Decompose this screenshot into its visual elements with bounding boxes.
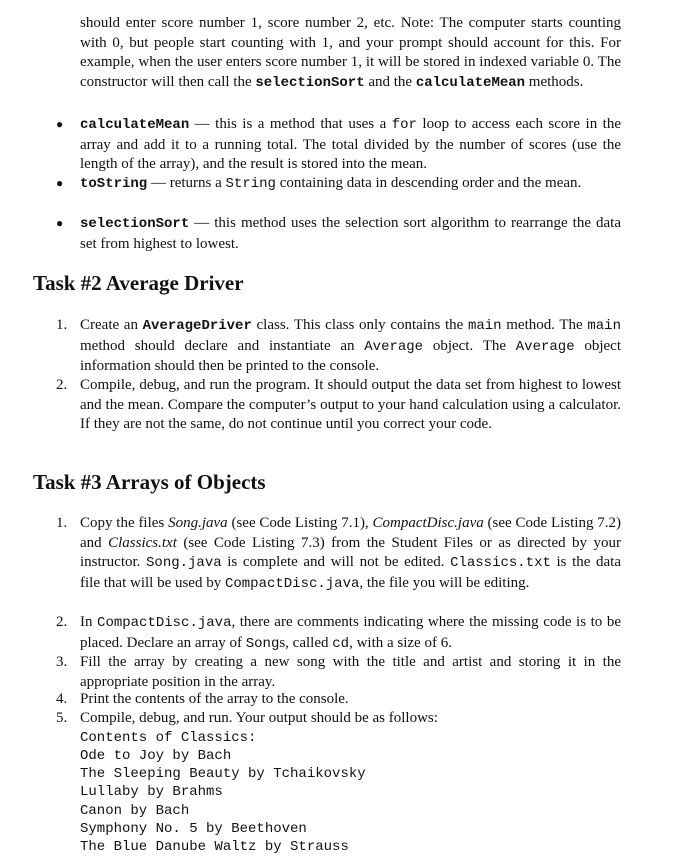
item-text: Create an <box>80 317 143 333</box>
task2-heading: Task #2 Average Driver <box>33 271 244 295</box>
bullet-code-inline: String <box>225 176 276 192</box>
code-main: main <box>587 318 621 334</box>
console-output-line: Canon by Bach <box>80 803 190 819</box>
item-text: , the file you will be editing. <box>359 574 530 591</box>
bullet-dot: ● <box>56 176 64 190</box>
code-compactdisc-java: CompactDisc.java <box>224 575 360 592</box>
item-text: Copy the files <box>80 515 169 531</box>
list-number: 1. <box>56 317 68 333</box>
item-text: method should declare and instantiate an <box>80 337 365 354</box>
code-classics-txt: Classics.txt <box>450 555 551 572</box>
task3-item-3: Fill the array by creating a new song with the title and artist and storing it in the appropriate position in the array. <box>80 654 621 690</box>
console-output-line: The Sleeping Beauty by Tchaikovsky <box>80 766 366 782</box>
bullet-item-tostring <box>80 174 621 195</box>
code-averagedriver: AverageDriver <box>142 318 252 334</box>
list-number: 2. <box>56 614 68 630</box>
console-output-line: Contents of Classics: <box>80 730 257 746</box>
bullet-code: calculateMean <box>80 117 190 133</box>
code-average: Average <box>364 338 424 355</box>
bullet-text: — this method uses the selection sort algorithm to rearrange the data set from highest to lowest. <box>80 215 621 252</box>
item-text: object. The <box>423 337 516 354</box>
bullet-code-inline: for <box>391 117 417 133</box>
bullet-code: toString <box>80 176 148 192</box>
task2-item-2: Compile, debug, and run the program. It should output the data set from highest to lowest and the mean. Compare the computer’s output to your hand calculation using a calculator. If they are not the same, do not continue until you correct your code. <box>80 377 621 433</box>
console-output-line: Symphony No. 5 by Beethoven <box>80 821 307 837</box>
task3-item-5: Compile, debug, and run. Your output should be as follows: <box>80 710 438 726</box>
item-text: (see Code Listing 7.1), <box>227 515 373 531</box>
filename-compactdisc: CompactDisc.java <box>372 515 484 531</box>
bullet-text: containing data in descending order and the mean. <box>275 175 582 191</box>
task3-item-2 <box>80 613 621 654</box>
code-main: main <box>467 318 502 334</box>
item-text: class. This class only contains the <box>251 317 468 333</box>
bullet-text: — this is a method that uses a <box>189 116 392 132</box>
task3-item-1 <box>80 514 621 594</box>
item-text: , there are comments indicating where the missing code is to be placed. Declare an array of <box>80 614 621 651</box>
item-text: is complete and will not be edited. <box>221 554 451 571</box>
item-text: is the data file that will be used by <box>80 554 621 591</box>
console-output-line: The Blue Danube Waltz by Strauss <box>80 839 349 855</box>
list-number: 4. <box>56 691 68 707</box>
list-number: 5. <box>56 710 68 726</box>
item-text: s, called <box>279 634 333 651</box>
code-compactdisc-java: CompactDisc.java <box>97 615 232 631</box>
code-song-java: Song.java <box>146 555 222 572</box>
bullet-code: selectionSort <box>80 216 190 232</box>
task3-heading: Task #3 Arrays of Objects <box>33 470 266 494</box>
item-text: (see Code Listing 7.2) and <box>80 515 622 551</box>
bullet-dot: ● <box>56 216 64 230</box>
bullet-dot: ● <box>56 117 64 131</box>
item-text: method. The <box>501 317 588 333</box>
item-text: , with a size of 6. <box>349 634 452 651</box>
intro-text-mid: and the <box>364 73 416 90</box>
code-cd: cd <box>332 635 350 652</box>
code-calculatemean: calculateMean <box>415 74 526 91</box>
task2-item-1 <box>80 316 621 377</box>
bullet-text: loop to access each score in the array and add it to a running total. The total divided by the number of scores (use the length of the array), and the result is stored into the mean. <box>80 116 621 173</box>
intro-text: should enter score number 1, score number 2, etc. Note: The computer starts counting with 0, but people start counting with 1, and your prompt should account for this. For example, when the user enters score number 1, it will be stored in indexed variable 0. The constructor will then call the <box>80 15 621 90</box>
list-number: 3. <box>56 654 68 670</box>
console-output-line: Ode to Joy by Bach <box>80 748 232 764</box>
bullet-item-calculatemean <box>80 115 621 175</box>
code-song: Song <box>245 635 280 652</box>
code-selectionsort: selectionSort <box>255 74 365 91</box>
filename-song: Song.java <box>168 515 228 531</box>
console-output-line: Lullaby by Brahms <box>80 784 223 800</box>
item-text: object information should then be printed to the console. <box>80 337 621 375</box>
bullet-item-selectionsort <box>80 214 621 254</box>
list-number: 1. <box>56 515 68 531</box>
code-average: Average <box>515 338 575 355</box>
list-number: 2. <box>56 377 68 393</box>
intro-text-end: methods. <box>525 73 584 90</box>
task3-item-4: Print the contents of the array to the console. <box>80 691 349 707</box>
intro-paragraph <box>80 14 621 93</box>
item-text: In <box>80 614 98 630</box>
item-text: (see Code Listing 7.3) from the Student Files or as directed by your instructor. <box>80 534 621 571</box>
bullet-text: — returns a <box>147 175 226 191</box>
filename-classics: Classics.txt <box>108 534 177 551</box>
